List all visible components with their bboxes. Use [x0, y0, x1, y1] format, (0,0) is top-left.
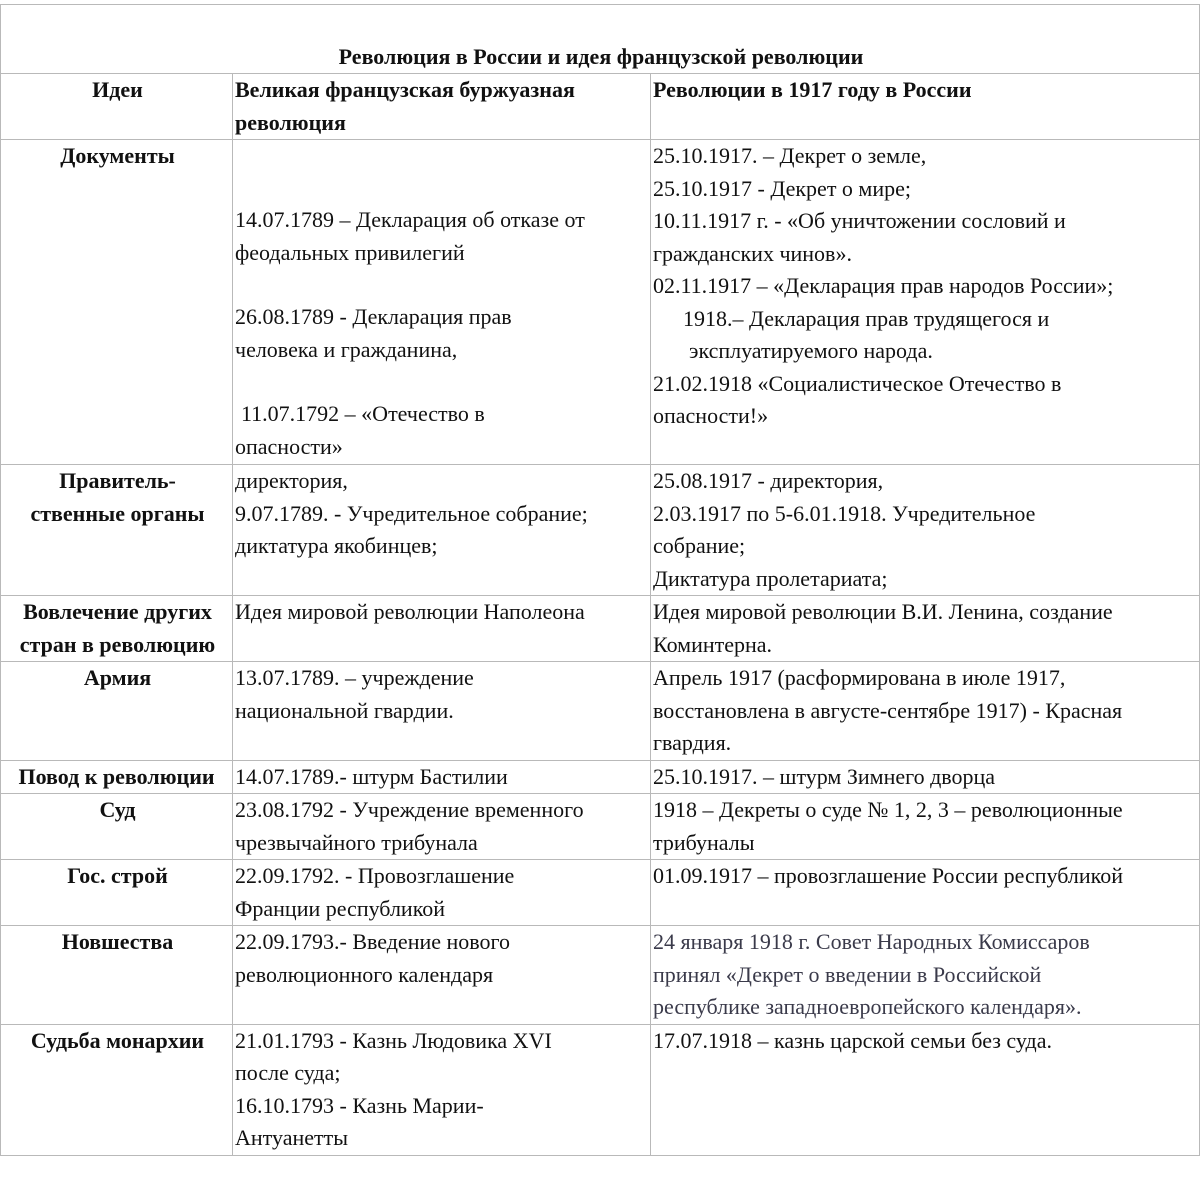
russian-cell	[651, 760, 1200, 794]
table-row	[1, 596, 1200, 662]
russian-cell	[651, 794, 1200, 860]
idea-label: Вовлечение других	[23, 599, 212, 624]
header-ideas: Идеи	[1, 74, 233, 140]
cell-line: 14.07.1789.- штурм Бастилии	[235, 763, 508, 789]
table-row	[1, 662, 1200, 761]
idea-label: Армия	[83, 665, 152, 690]
cell-line: феодальных привилегий	[235, 239, 465, 265]
comparison-table	[0, 4, 1200, 1156]
idea-cell	[1, 596, 233, 662]
cell-line: 11.07.1792 – «Отечество в	[241, 401, 485, 426]
cell-line: опасности!»	[653, 403, 769, 428]
cell-line: 21.02.1918 «Социалистическое Отечество в	[653, 370, 1062, 396]
french-cell	[233, 760, 651, 794]
idea-label: Суд	[99, 797, 136, 822]
table-row	[1, 140, 1200, 465]
cell-line: Диктатура пролетариата;	[653, 565, 888, 591]
cell-line: 25.10.1917. – штурм Зимнего дворца	[653, 763, 996, 789]
comparison-table-sheet	[0, 4, 1199, 1156]
cell-line: Идея мировой революции Наполеона	[235, 599, 585, 624]
cell-line: 13.07.1789. – учреждение	[235, 665, 474, 690]
idea-label: Повод к революции	[18, 763, 215, 789]
cell-line: 1918.– Декларация прав трудящегося и	[683, 305, 1050, 331]
table-row	[1, 760, 1200, 794]
idea-label: стран в революцию	[19, 631, 216, 657]
idea-cell	[1, 860, 233, 926]
cell-line: национальной гвардии.	[235, 697, 454, 723]
cell-line: собрание;	[653, 533, 746, 558]
spacer	[235, 140, 650, 172]
table-row	[1, 794, 1200, 860]
idea-cell	[1, 760, 233, 794]
russian-cell	[651, 596, 1200, 662]
french-cell	[233, 860, 651, 926]
cell-line: восстановлена в августе-сентябре 1917) - Красная	[653, 697, 1123, 723]
cell-line: 22.09.1793.- Введение нового	[235, 929, 510, 954]
cell-line: 17.07.1918 – казнь царской семьи без суда.	[653, 1027, 1052, 1053]
russian-cell	[651, 1024, 1200, 1155]
cell-line: диктатура якобинцев;	[235, 533, 438, 558]
cell-line: 9.07.1789. - Учредительное собрание;	[235, 500, 588, 526]
cell-line: 16.10.1793 - Казнь Марии-	[235, 1092, 484, 1118]
cell-line: 2.03.1917 по 5-6.01.1918. Учредительное	[653, 500, 1036, 526]
cell-line: республике западноевропейского календаря».	[653, 994, 1082, 1019]
cell-line: Апрель 1917 (расформирована в июле 1917,	[653, 665, 1066, 690]
idea-cell	[1, 794, 233, 860]
spacer	[235, 366, 650, 398]
cell-line: гражданских чинов».	[653, 240, 852, 266]
cell-line: 25.10.1917. – Декрет о земле,	[653, 143, 927, 168]
spacer	[235, 172, 650, 204]
cell-line: опасности»	[235, 433, 343, 459]
table-row	[1, 926, 1200, 1025]
french-cell	[233, 662, 651, 761]
french-cell	[233, 926, 651, 1025]
french-cell	[233, 140, 651, 465]
idea-cell	[1, 662, 233, 761]
russian-cell	[651, 465, 1200, 596]
table-row	[1, 860, 1200, 926]
cell-line: Коминтерна.	[653, 631, 773, 657]
russian-cell	[651, 926, 1200, 1025]
cell-line: Идея мировой революции В.И. Ленина, создание	[653, 599, 1113, 624]
cell-line: трибуналы	[653, 829, 755, 855]
cell-line: 14.07.1789 – Декларация об отказе от	[235, 207, 585, 232]
cell-line: 26.08.1789 - Декларация прав	[235, 304, 512, 329]
idea-label: ственные органы	[30, 500, 205, 526]
idea-label: Новшества	[61, 929, 174, 954]
cell-line: 21.01.1793 - Казнь Людовика XVI	[235, 1027, 552, 1053]
cell-line: 25.10.1917 - Декрет о мире;	[653, 175, 912, 201]
cell-line: гвардия.	[653, 730, 732, 755]
french-cell	[233, 465, 651, 596]
idea-label: Правитель-	[59, 468, 176, 493]
idea-cell	[1, 140, 233, 465]
russian-cell	[651, 860, 1200, 926]
idea-label: Судьба монархии	[30, 1027, 205, 1053]
cell-line: человека и гражданина,	[235, 336, 458, 362]
french-cell	[233, 1024, 651, 1155]
cell-line: 1918 – Декреты о суде № 1, 2, 3 – революционные	[653, 797, 1123, 822]
cell-line: чрезвычайного трибунала	[235, 829, 478, 855]
spacer	[235, 269, 650, 301]
table-title: Революция в России и идея французской революции	[1, 5, 1200, 74]
title-row	[1, 5, 1200, 74]
cell-line: 01.09.1917 – провозглашение России республикой	[653, 863, 1123, 888]
cell-line: Антуанетты	[235, 1125, 349, 1150]
cell-line: революционного календаря	[235, 961, 494, 987]
russian-cell	[651, 662, 1200, 761]
french-cell	[233, 794, 651, 860]
french-cell	[233, 596, 651, 662]
cell-line: 23.08.1792 - Учреждение временного	[235, 797, 584, 822]
cell-line: 10.11.1917 г. - «Об уничтожении сословий и	[653, 208, 1066, 233]
cell-line: принял «Декрет о введении в Российской	[653, 961, 1042, 987]
header-row	[1, 74, 1200, 140]
cell-line: 22.09.1792. - Провозглашение	[235, 863, 515, 888]
cell-line: 24 января 1918 г. Совет Народных Комиссаров	[653, 929, 1090, 954]
cell-line: 25.08.1917 - директория,	[653, 468, 884, 493]
cell-line: директория,	[235, 468, 348, 493]
idea-cell	[1, 1024, 233, 1155]
cell-line: эксплуатируемого народа.	[689, 338, 933, 363]
header-french-revolution: Великая французская буржуазная революция	[233, 74, 651, 140]
cell-line: после суда;	[235, 1060, 341, 1085]
header-russian-revolution: Революции в 1917 году в России	[651, 74, 1200, 140]
idea-cell	[1, 465, 233, 596]
table-row	[1, 1024, 1200, 1155]
russian-cell	[651, 140, 1200, 465]
table-row	[1, 465, 1200, 596]
idea-cell	[1, 926, 233, 1025]
idea-label: Документы	[60, 143, 175, 168]
cell-line: Франции республикой	[235, 895, 446, 921]
cell-line: 02.11.1917 – «Декларация прав народов России»;	[653, 273, 1114, 298]
idea-label: Гос. строй	[67, 863, 168, 888]
